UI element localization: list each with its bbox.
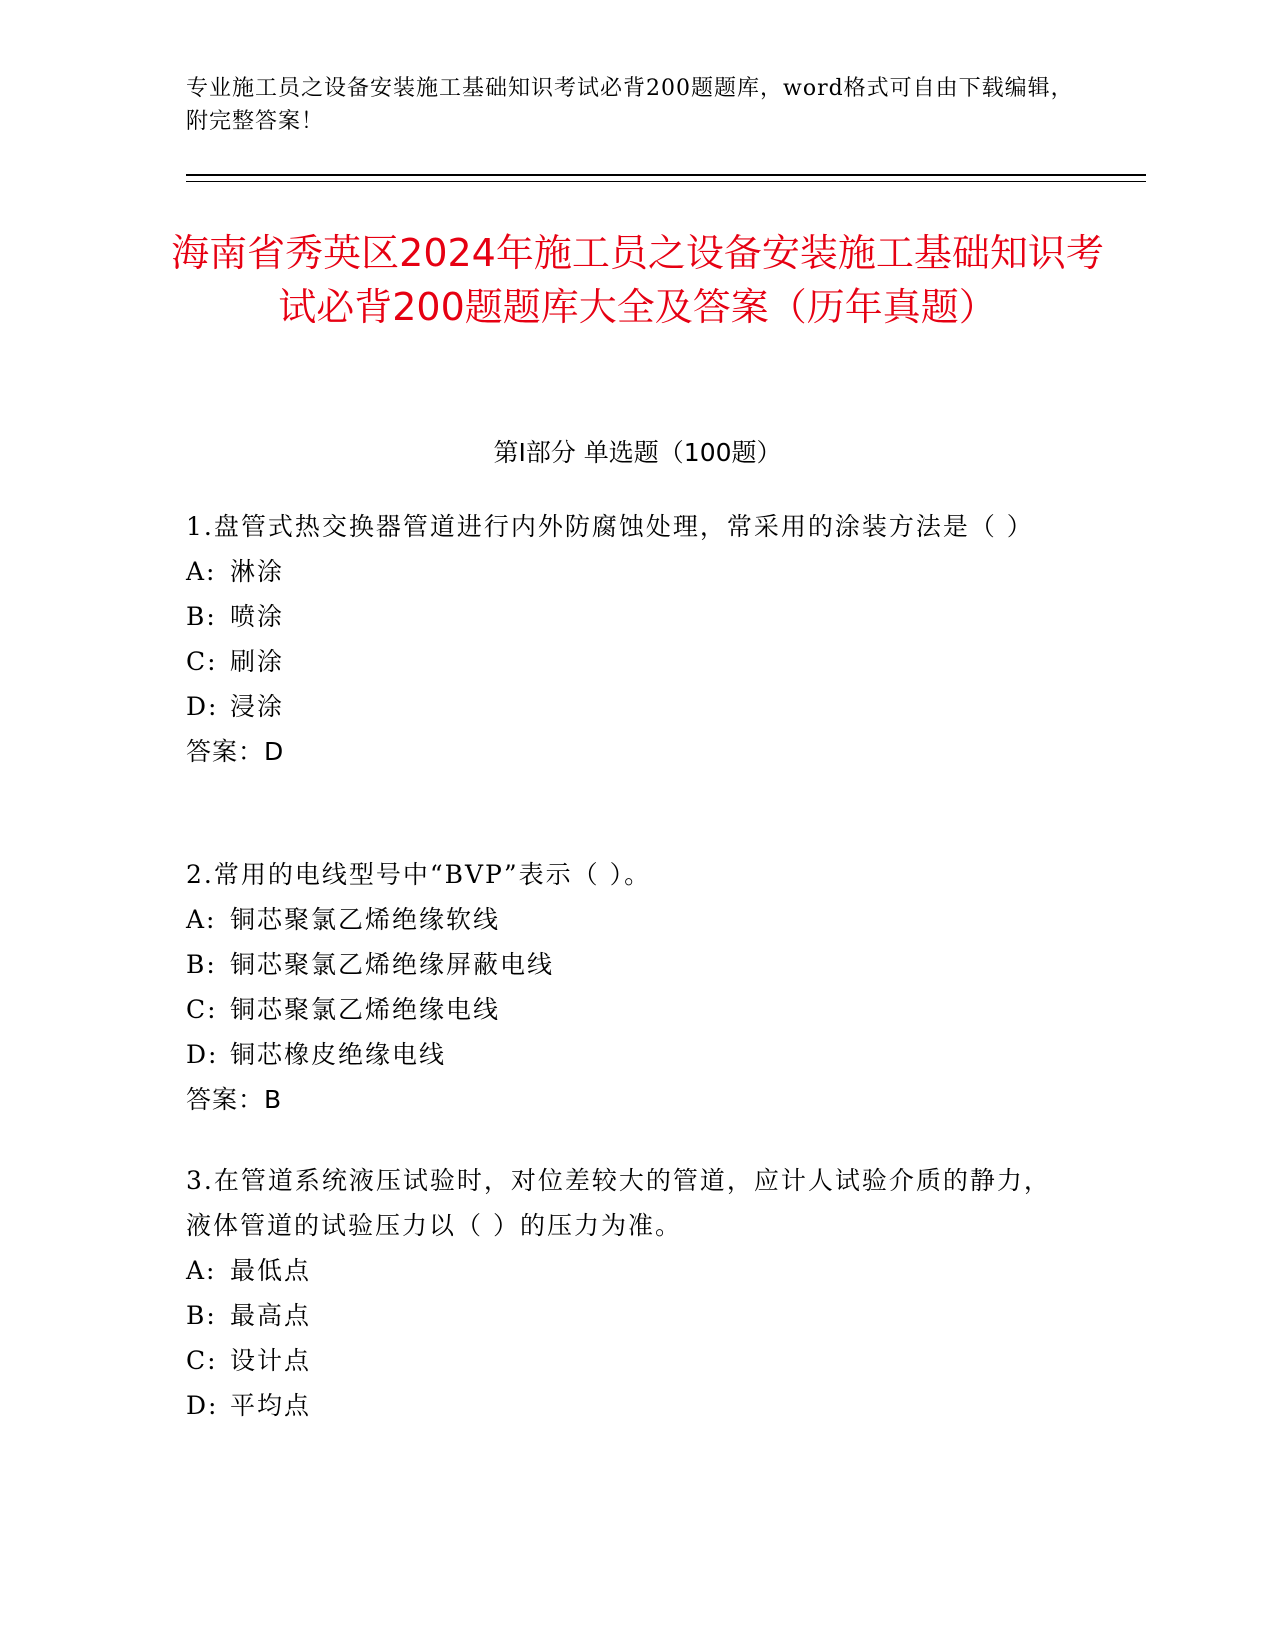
option-letter: B: [186, 602, 217, 631]
option-d [186, 1032, 1066, 1077]
option-c [186, 639, 1066, 684]
question-3 [186, 1158, 1066, 1428]
option-b [186, 942, 1066, 987]
option-b [186, 594, 1066, 639]
question-stem: 2.常用的电线型号中“BVP”表示（ ）。 [186, 860, 652, 889]
option-letter: D: [186, 692, 219, 721]
option-text: 平均点 [230, 1391, 312, 1420]
option-text: 喷涂 [230, 602, 285, 631]
section-title: 第Ⅰ部分 单选题（100题） [493, 438, 782, 467]
option-text: 刷涂 [230, 647, 285, 676]
question-1 [186, 504, 1066, 774]
option-letter: C: [186, 995, 218, 1024]
option-c [186, 987, 1066, 1032]
option-a [186, 1248, 1066, 1293]
option-letter: C: [186, 1346, 218, 1375]
option-letter: C: [186, 647, 218, 676]
option-b [186, 1293, 1066, 1338]
option-letter: D: [186, 1391, 219, 1420]
option-c [186, 1338, 1066, 1383]
option-letter: B: [186, 950, 217, 979]
option-letter: B: [186, 1301, 217, 1330]
question-stem: 3.在管道系统液压试验时，对位差较大的管道，应计人试验介质的静力，液体管道的试验压力以（ ）的压力为准。 [186, 1166, 1051, 1240]
option-text: 铜芯聚氯乙烯绝缘电线 [230, 995, 501, 1024]
question-stem: 1.盘管式热交换器管道进行内外防腐蚀处理，常采用的涂装方法是（ ） [186, 512, 1034, 541]
answer-line: 答案：D [186, 737, 285, 766]
option-text: 设计点 [230, 1346, 312, 1375]
option-text: 淋涂 [230, 557, 285, 586]
option-text: 最高点 [230, 1301, 312, 1330]
option-text: 铜芯聚氯乙烯绝缘软线 [230, 905, 501, 934]
header-divider-thick [186, 174, 1146, 176]
option-d [186, 1383, 1066, 1428]
option-text: 铜芯橡皮绝缘电线 [230, 1040, 447, 1069]
header-divider-thin [186, 181, 1146, 182]
option-a [186, 897, 1066, 942]
document-title: 海南省秀英区2024年施工员之设备安装施工基础知识考试必背200题题库大全及答案（历年真题） [171, 231, 1104, 329]
question-2 [186, 852, 1066, 1122]
option-letter: A: [186, 1256, 217, 1285]
option-letter: D: [186, 1040, 219, 1069]
option-text: 铜芯聚氯乙烯绝缘屏蔽电线 [230, 950, 555, 979]
option-letter: A: [186, 557, 217, 586]
option-a [186, 549, 1066, 594]
header-note: 专业施工员之设备安装施工基础知识考试必背200题题库，word格式可自由下载编辑，附完整答案！ [186, 76, 1074, 134]
option-letter: A: [186, 905, 217, 934]
answer-line: 答案：B [186, 1085, 283, 1114]
option-text: 最低点 [230, 1256, 312, 1285]
option-d [186, 684, 1066, 729]
option-text: 浸涂 [230, 692, 285, 721]
